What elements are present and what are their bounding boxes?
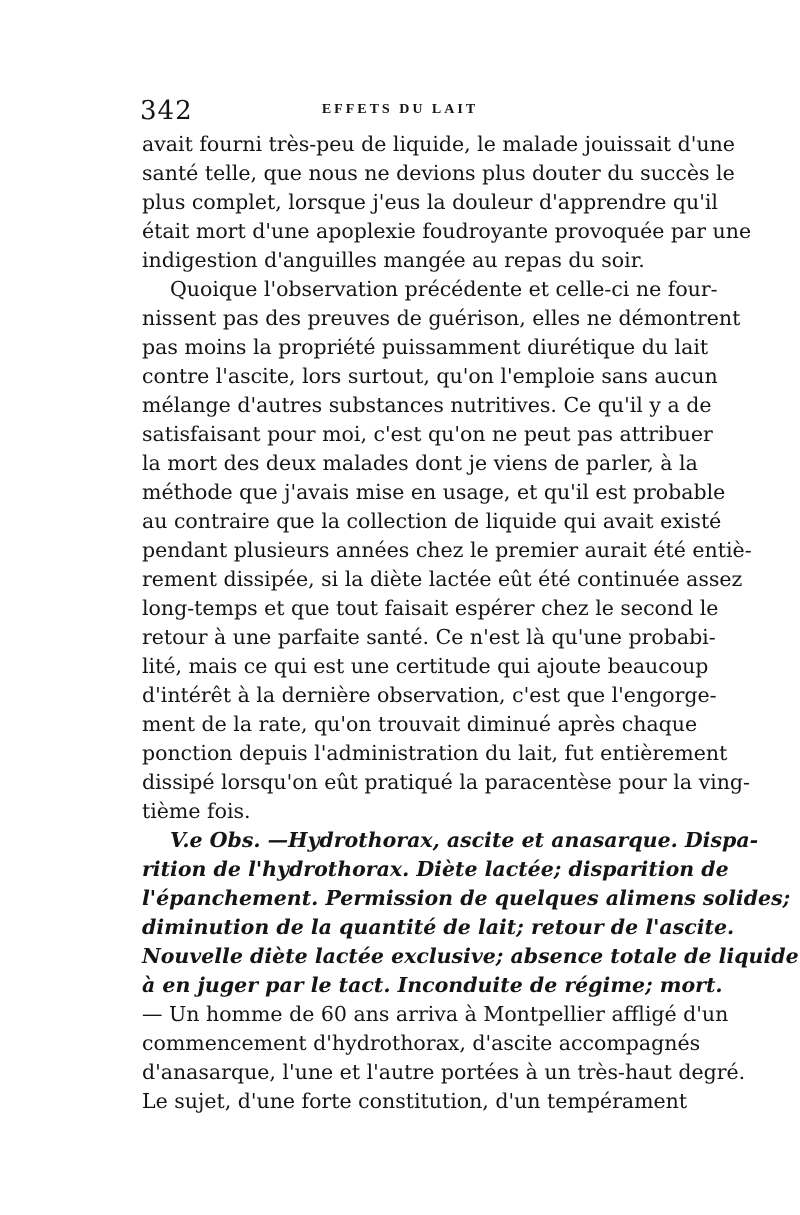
text-line: Le sujet, d'une forte constitution, d'un tempérament [142,1089,688,1113]
text-line: pendant plusieurs années chez le premier aurait été entiè- [142,538,752,562]
text-line: tième fois. [142,799,251,823]
text-line: avait fourni très-peu de liquide, le malade jouissait d'une [142,132,735,156]
text-line: mélange d'autres substances nutritives. Ce qu'il y a de [142,393,712,417]
text-line: santé telle, que nous ne devions plus douter du succès le [142,161,735,185]
text-line: commencement d'hydrothorax, d'ascite accompagnés [142,1031,701,1055]
body-text [142,130,799,1116]
text-line: Quoique l'observation précédente et celle-ci ne four- [170,277,718,301]
text-line: contre l'ascite, lors surtout, qu'on l'emploie sans aucun [142,364,718,388]
text-line: — Un homme de 60 ans arriva à Montpellier affligé d'un [142,1002,729,1026]
page-header [140,96,660,124]
text-line: rement dissipée, si la diète lactée eût été continuée assez [142,567,743,591]
text-line: méthode que j'avais mise en usage, et qu'il est probable [142,480,726,504]
paragraph-p2 [142,275,752,826]
text-line: la mort des deux malades dont je viens de parler, à la [142,451,698,475]
text-line: d'intérêt à la dernière observation, c'est que l'engorge- [142,683,717,707]
text-line: ponction depuis l'administration du lait, fut entièrement [142,741,728,765]
paragraph-p1 [142,130,752,275]
running-title: EFFETS DU LAIT [321,102,479,117]
text-line: d'anasarque, l'une et l'autre portées à un très-haut degré. [142,1060,746,1084]
text-line: long-temps et que tout faisait espérer chez le second le [142,596,719,620]
text-line: était mort d'une apoplexie foudroyante provoquée par une [142,219,752,243]
text-line: lité, mais ce qui est une certitude qui ajoute beaucoup [142,654,709,678]
paragraph-p3 [142,826,799,1116]
page-number: 342 [140,96,193,126]
text-line: satisfaisant pour moi, c'est qu'on ne peut pas attribuer [142,422,713,446]
text-line: pas moins la propriété puissamment diurétique du lait [142,335,709,359]
text-line: l'épanchement. Permission de quelques alimens solides; [142,886,791,910]
text-line: ment de la rate, qu'on trouvait diminué après chaque [142,712,698,736]
text-line: rition de l'hydrothorax. Diète lactée; disparition de [142,857,729,881]
text-line: plus complet, lorsque j'eus la douleur d'apprendre qu'il [142,190,718,214]
text-line: Nouvelle diète lactée exclusive; absence totale de liquide [142,944,799,968]
text-line: au contraire que la collection de liquide qui avait existé [142,509,722,533]
text-line: diminution de la quantité de lait; retour de l'ascite. [142,915,735,939]
text-line: V.e Obs. —Hydrothorax, ascite et anasarque. Dispa- [170,828,759,852]
text-line: dissipé lorsqu'on eût pratiqué la paracentèse pour la ving- [142,770,750,794]
text-line: indigestion d'anguilles mangée au repas du soir. [142,248,645,272]
text-line: à en juger par le tact. Inconduite de régime; mort. [142,973,723,997]
text-line: nissent pas des preuves de guérison, elles ne démontrent [142,306,741,330]
text-line: retour à une parfaite santé. Ce n'est là qu'une probabi- [142,625,716,649]
